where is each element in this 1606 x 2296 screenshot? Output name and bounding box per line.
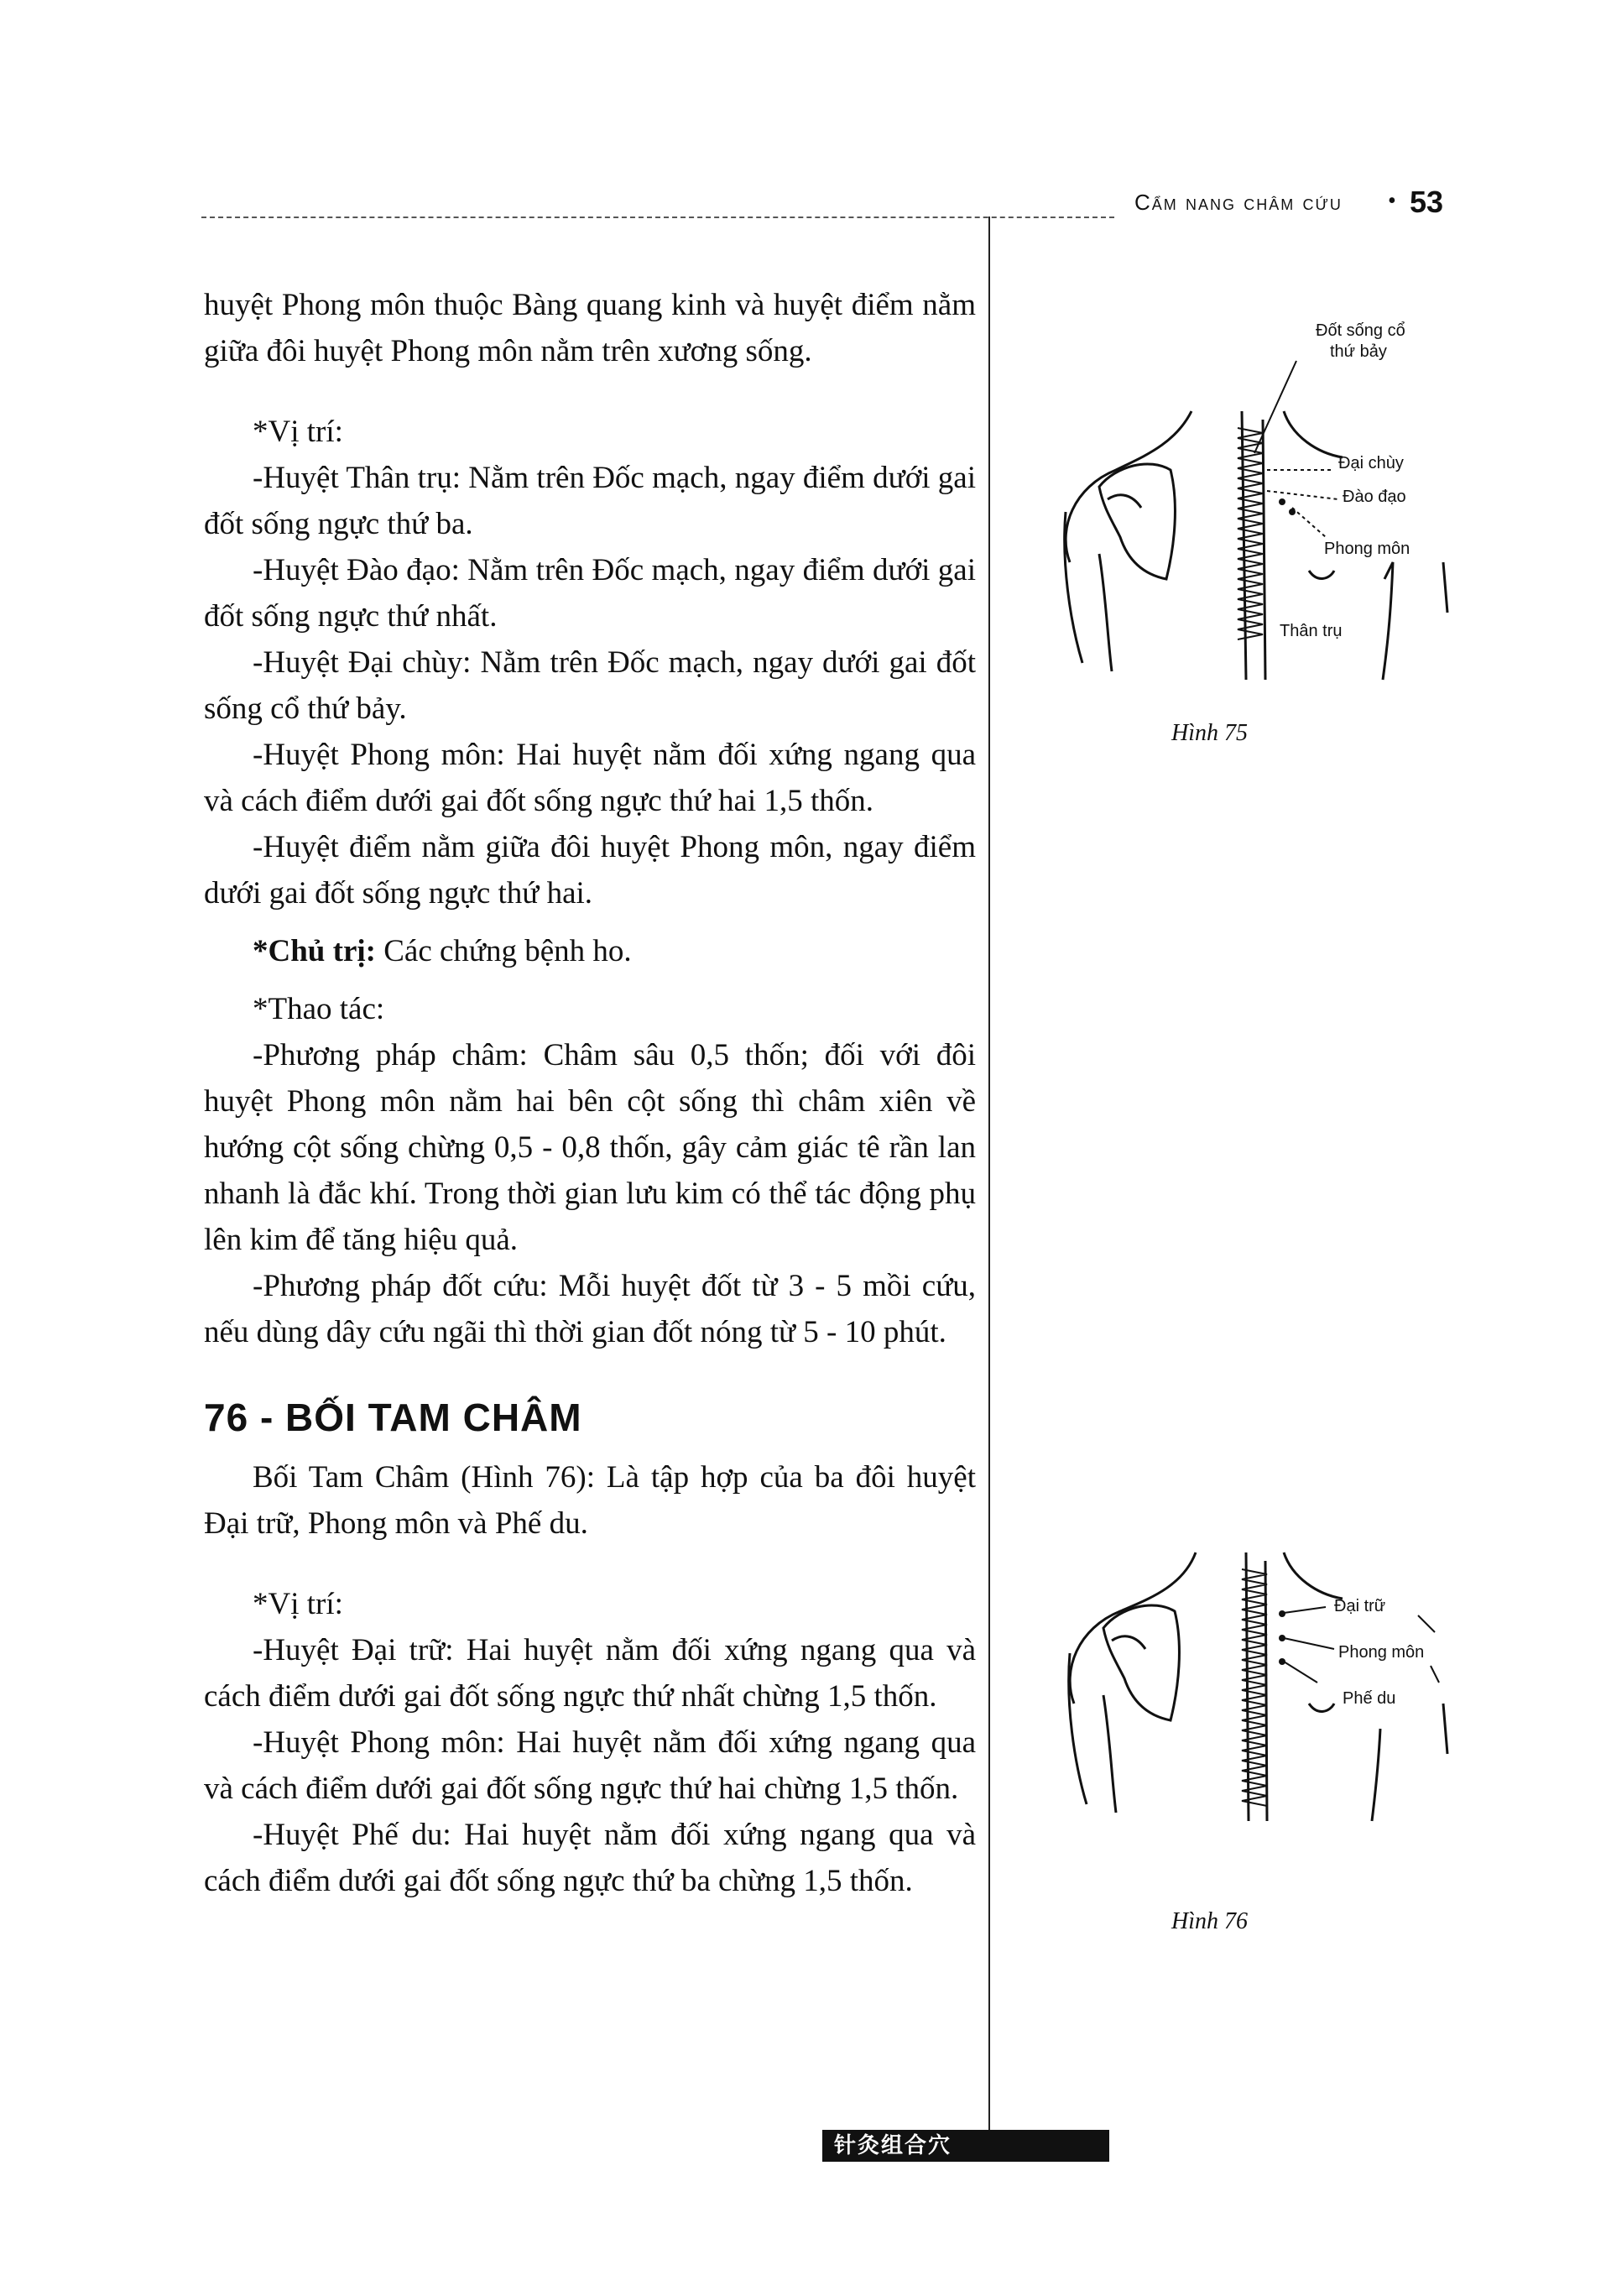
section-label-location: *Vị trí:	[253, 1587, 343, 1621]
label-phe-du: Phế du	[1343, 1689, 1396, 1708]
indications-paragraph	[204, 928, 976, 974]
figure-75-caption: Hình 75	[1171, 720, 1248, 746]
paragraph: -Huyệt Phong môn: Hai huyệt nằm đối xứng ngang qua và cách điểm dưới gai đốt sống ngực thứ hai 1,5 thốn.	[204, 738, 976, 818]
figure-75	[1040, 310, 1477, 697]
paragraph: -Phương pháp châm: Châm sâu 0,5 thốn; đối với đôi huyệt Phong môn nằm hai bên cột sống thì châm xiên về hướng cột sống chừng 0,5 - 0,8 thốn, gây cảm giác tê rần lan nhanh là đắc khí. Trong thời gian lưu kim có thể tác động phụ lên kim để tăng hiệu quả.	[204, 1038, 976, 1257]
indications-text: Các chứng bệnh ho.	[375, 934, 632, 968]
paragraph: Bối Tam Châm (Hình 76): Là tập hợp của ba đôi huyệt Đại trữ, Phong môn và Phế du.	[204, 1460, 976, 1541]
column-divider	[988, 217, 990, 2152]
acupoint-dot	[1279, 498, 1285, 505]
label-than-tru: Thân trụ	[1280, 622, 1343, 640]
figure-76-illustration	[1040, 1536, 1477, 1855]
page-number: 53	[1410, 185, 1444, 219]
footer-bar: 针灸组合穴	[822, 2130, 1109, 2162]
label-phong-mon: Phong môn	[1324, 540, 1410, 558]
main-text-column	[204, 282, 976, 1904]
label-dao-dao: Đào đạo	[1343, 488, 1406, 506]
section-label-technique: *Thao tác:	[253, 992, 385, 1026]
section-label-location: *Vị trí:	[253, 415, 343, 449]
label-dai-chuy: Đại chùy	[1338, 454, 1404, 472]
paragraph: -Phương pháp đốt cứu: Mỗi huyệt đốt từ 3 - 5 mồi cứu, nếu dùng dây cứu ngãi thì thời gian đốt nóng từ 5 - 10 phút.	[204, 1269, 976, 1349]
acupoint-dot	[1279, 1658, 1285, 1665]
paragraph: -Huyệt Đại chùy: Nằm trên Đốc mạch, ngay dưới gai đốt sống cổ thứ bảy.	[204, 645, 976, 726]
figure-76-caption: Hình 76	[1171, 1908, 1248, 1934]
label-phong-mon: Phong môn	[1338, 1643, 1425, 1662]
label-dai-tru: Đại trữ	[1334, 1597, 1386, 1615]
paragraph: -Huyệt Phế du: Hai huyệt nằm đối xứng ngang qua và cách điểm dưới gai đốt sống ngực thứ ba chừng 1,5 thốn.	[204, 1818, 976, 1898]
paragraph: huyệt Phong môn thuộc Bàng quang kinh và huyệt điểm nằm giữa đôi huyệt Phong môn nằm trên xương sống.	[204, 288, 976, 368]
figure-76	[1040, 1536, 1477, 1855]
acupoint-dot	[1289, 509, 1296, 515]
acupoint-dot	[1279, 1635, 1285, 1641]
paragraph: -Huyệt Đào đạo: Nằm trên Đốc mạch, ngay điểm dưới gai đốt sống ngực thứ nhất.	[204, 553, 976, 634]
paragraph: -Huyệt điểm nằm giữa đôi huyệt Phong môn, ngay điểm dưới gai đốt sống ngực thứ hai.	[204, 830, 976, 911]
paragraph: -Huyệt Thân trụ: Nằm trên Đốc mạch, ngay điểm dưới gai đốt sống ngực thứ ba.	[204, 461, 976, 541]
header-bullet: •	[1388, 188, 1396, 214]
running-header: Cẩm nang châm cứu	[1134, 190, 1343, 215]
section-label-indications: *Chủ trị:	[253, 934, 376, 968]
header-rule	[201, 217, 1114, 218]
acupoint-dot	[1279, 1610, 1285, 1617]
figure-75-illustration	[1040, 310, 1477, 697]
paragraph: -Huyệt Phong môn: Hai huyệt nằm đối xứng ngang qua và cách điểm dưới gai đốt sống ngực thứ hai chừng 1,5 thốn.	[204, 1725, 976, 1806]
paragraph: -Huyệt Đại trữ: Hai huyệt nằm đối xứng ngang qua và cách điểm dưới gai đốt sống ngực thứ nhất chừng 1,5 thốn.	[204, 1633, 976, 1714]
label-seventh-cervical-line2: thứ bảy	[1330, 342, 1387, 361]
section-heading: 76 - BỐI TAM CHÂM	[204, 1396, 582, 1439]
label-seventh-cervical: Đốt sống cổ	[1316, 321, 1405, 340]
